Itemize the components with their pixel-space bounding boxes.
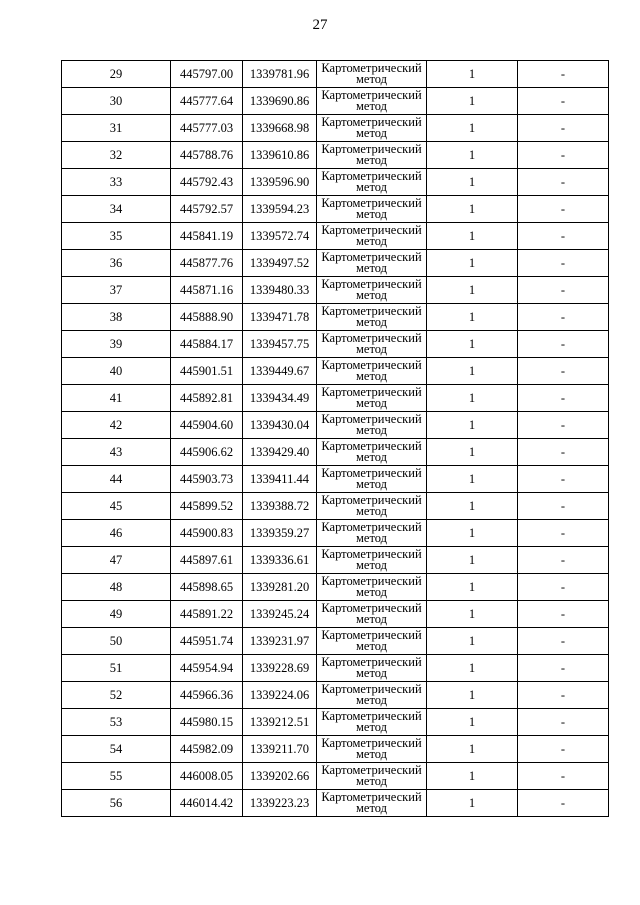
method-line-2: метод — [355, 180, 387, 194]
method-line-2: метод — [355, 315, 387, 329]
accuracy-cell: 1 — [427, 61, 518, 88]
x-coordinate-cell: 445792.57 — [171, 196, 243, 223]
point-number-cell: 44 — [62, 466, 171, 493]
method-line-2: метод — [355, 666, 387, 680]
note-cell: - — [518, 520, 609, 547]
method-line-2: метод — [355, 612, 387, 626]
method-cell — [317, 466, 427, 493]
method-cell — [317, 142, 427, 169]
accuracy-cell: 1 — [427, 196, 518, 223]
y-coordinate-cell: 1339610.86 — [243, 142, 317, 169]
note-cell: - — [518, 682, 609, 709]
method-line-1: Картометрический — [321, 412, 422, 426]
y-coordinate-cell: 1339211.70 — [243, 736, 317, 763]
method-line-2: метод — [355, 72, 387, 86]
point-number-cell: 55 — [62, 763, 171, 790]
method-cell — [317, 655, 427, 682]
point-number-cell: 41 — [62, 385, 171, 412]
y-coordinate-cell: 1339594.23 — [243, 196, 317, 223]
method-line-1: Картометрический — [321, 574, 422, 588]
method-cell — [317, 736, 427, 763]
table-row — [62, 223, 609, 250]
x-coordinate-cell: 445954.94 — [171, 655, 243, 682]
method-cell — [317, 223, 427, 250]
method-cell — [317, 601, 427, 628]
table-row — [62, 169, 609, 196]
x-coordinate-cell: 445871.16 — [171, 277, 243, 304]
x-coordinate-cell: 445901.51 — [171, 358, 243, 385]
method-line-1: Картометрический — [321, 358, 422, 372]
method-line-1: Картометрический — [321, 628, 422, 642]
accuracy-cell: 1 — [427, 169, 518, 196]
method-line-1: Картометрический — [321, 547, 422, 561]
method-line-1: Картометрический — [321, 736, 422, 750]
table-row — [62, 736, 609, 763]
x-coordinate-cell: 445903.73 — [171, 466, 243, 493]
accuracy-cell: 1 — [427, 574, 518, 601]
table-row — [62, 142, 609, 169]
method-line-1: Картометрический — [321, 682, 422, 696]
method-line-2: метод — [355, 234, 387, 248]
y-coordinate-cell: 1339480.33 — [243, 277, 317, 304]
note-cell: - — [518, 169, 609, 196]
x-coordinate-cell: 445891.22 — [171, 601, 243, 628]
point-number-cell: 35 — [62, 223, 171, 250]
x-coordinate-cell: 445788.76 — [171, 142, 243, 169]
method-line-1: Картометрический — [321, 223, 422, 237]
method-cell — [317, 196, 427, 223]
table-row — [62, 466, 609, 493]
method-cell — [317, 304, 427, 331]
table-row — [62, 520, 609, 547]
x-coordinate-cell: 446014.42 — [171, 790, 243, 817]
y-coordinate-cell: 1339429.40 — [243, 439, 317, 466]
method-line-1: Картометрический — [321, 61, 422, 75]
method-line-1: Картометрический — [321, 466, 422, 480]
accuracy-cell: 1 — [427, 277, 518, 304]
accuracy-cell: 1 — [427, 358, 518, 385]
method-cell — [317, 358, 427, 385]
y-coordinate-cell: 1339228.69 — [243, 655, 317, 682]
method-cell — [317, 385, 427, 412]
method-line-2: метод — [355, 693, 387, 707]
method-line-2: метод — [355, 747, 387, 761]
method-line-2: метод — [355, 558, 387, 572]
table-row — [62, 358, 609, 385]
accuracy-cell: 1 — [427, 736, 518, 763]
point-number-cell: 31 — [62, 115, 171, 142]
method-cell — [317, 250, 427, 277]
accuracy-cell: 1 — [427, 304, 518, 331]
accuracy-cell: 1 — [427, 547, 518, 574]
table-row — [62, 709, 609, 736]
method-line-2: метод — [355, 126, 387, 140]
y-coordinate-cell: 1339497.52 — [243, 250, 317, 277]
point-number-cell: 43 — [62, 439, 171, 466]
note-cell: - — [518, 547, 609, 574]
x-coordinate-cell: 445888.90 — [171, 304, 243, 331]
method-line-1: Картометрический — [321, 790, 422, 804]
point-number-cell: 30 — [62, 88, 171, 115]
x-coordinate-cell: 445966.36 — [171, 682, 243, 709]
point-number-cell: 36 — [62, 250, 171, 277]
note-cell: - — [518, 250, 609, 277]
y-coordinate-cell: 1339245.24 — [243, 601, 317, 628]
method-line-1: Картометрический — [321, 169, 422, 183]
note-cell: - — [518, 331, 609, 358]
x-coordinate-cell: 445841.19 — [171, 223, 243, 250]
table-row — [62, 196, 609, 223]
method-line-2: метод — [355, 720, 387, 734]
table-row — [62, 628, 609, 655]
method-line-2: метод — [355, 288, 387, 302]
method-line-2: метод — [355, 207, 387, 221]
x-coordinate-cell: 445777.64 — [171, 88, 243, 115]
method-cell — [317, 520, 427, 547]
table-row — [62, 601, 609, 628]
accuracy-cell: 1 — [427, 115, 518, 142]
point-number-cell: 50 — [62, 628, 171, 655]
note-cell: - — [518, 709, 609, 736]
method-cell — [317, 628, 427, 655]
point-number-cell: 49 — [62, 601, 171, 628]
point-number-cell: 45 — [62, 493, 171, 520]
method-line-2: метод — [355, 369, 387, 383]
y-coordinate-cell: 1339281.20 — [243, 574, 317, 601]
table-row — [62, 88, 609, 115]
note-cell: - — [518, 601, 609, 628]
accuracy-cell: 1 — [427, 439, 518, 466]
y-coordinate-cell: 1339434.49 — [243, 385, 317, 412]
note-cell: - — [518, 655, 609, 682]
method-line-1: Картометрический — [321, 709, 422, 723]
y-coordinate-cell: 1339781.96 — [243, 61, 317, 88]
x-coordinate-cell: 445904.60 — [171, 412, 243, 439]
y-coordinate-cell: 1339411.44 — [243, 466, 317, 493]
y-coordinate-cell: 1339224.06 — [243, 682, 317, 709]
table-row — [62, 547, 609, 574]
method-line-1: Картометрический — [321, 115, 422, 129]
y-coordinate-cell: 1339336.61 — [243, 547, 317, 574]
method-cell — [317, 790, 427, 817]
point-number-cell: 46 — [62, 520, 171, 547]
method-line-2: метод — [355, 504, 387, 518]
method-cell — [317, 88, 427, 115]
y-coordinate-cell: 1339388.72 — [243, 493, 317, 520]
accuracy-cell: 1 — [427, 520, 518, 547]
x-coordinate-cell: 445777.03 — [171, 115, 243, 142]
method-cell — [317, 574, 427, 601]
table-row — [62, 412, 609, 439]
point-number-cell: 37 — [62, 277, 171, 304]
y-coordinate-cell: 1339572.74 — [243, 223, 317, 250]
method-line-1: Картометрический — [321, 439, 422, 453]
accuracy-cell: 1 — [427, 331, 518, 358]
y-coordinate-cell: 1339690.86 — [243, 88, 317, 115]
note-cell: - — [518, 628, 609, 655]
x-coordinate-cell: 445792.43 — [171, 169, 243, 196]
method-cell — [317, 331, 427, 358]
note-cell: - — [518, 277, 609, 304]
method-cell — [317, 439, 427, 466]
accuracy-cell: 1 — [427, 628, 518, 655]
accuracy-cell: 1 — [427, 223, 518, 250]
x-coordinate-cell: 445892.81 — [171, 385, 243, 412]
y-coordinate-cell: 1339668.98 — [243, 115, 317, 142]
point-number-cell: 56 — [62, 790, 171, 817]
accuracy-cell: 1 — [427, 88, 518, 115]
method-line-2: метод — [355, 531, 387, 545]
note-cell: - — [518, 88, 609, 115]
coordinates-table — [61, 60, 609, 817]
point-number-cell: 48 — [62, 574, 171, 601]
x-coordinate-cell: 446008.05 — [171, 763, 243, 790]
table-row — [62, 682, 609, 709]
note-cell: - — [518, 790, 609, 817]
method-line-1: Картометрический — [321, 88, 422, 102]
y-coordinate-cell: 1339449.67 — [243, 358, 317, 385]
accuracy-cell: 1 — [427, 790, 518, 817]
table-row — [62, 574, 609, 601]
y-coordinate-cell: 1339231.97 — [243, 628, 317, 655]
method-line-1: Картометрический — [321, 277, 422, 291]
method-cell — [317, 547, 427, 574]
note-cell: - — [518, 115, 609, 142]
point-number-cell: 53 — [62, 709, 171, 736]
method-cell — [317, 61, 427, 88]
point-number-cell: 52 — [62, 682, 171, 709]
table-row — [62, 277, 609, 304]
point-number-cell: 47 — [62, 547, 171, 574]
x-coordinate-cell: 445982.09 — [171, 736, 243, 763]
method-line-2: метод — [355, 342, 387, 356]
table-row — [62, 493, 609, 520]
x-coordinate-cell: 445951.74 — [171, 628, 243, 655]
accuracy-cell: 1 — [427, 493, 518, 520]
note-cell: - — [518, 466, 609, 493]
y-coordinate-cell: 1339202.66 — [243, 763, 317, 790]
method-cell — [317, 763, 427, 790]
x-coordinate-cell: 445900.83 — [171, 520, 243, 547]
method-line-2: метод — [355, 801, 387, 815]
point-number-cell: 42 — [62, 412, 171, 439]
method-line-2: метод — [355, 396, 387, 410]
x-coordinate-cell: 445897.61 — [171, 547, 243, 574]
method-line-1: Картометрический — [321, 601, 422, 615]
point-number-cell: 34 — [62, 196, 171, 223]
method-line-1: Картометрический — [321, 331, 422, 345]
accuracy-cell: 1 — [427, 250, 518, 277]
table-row — [62, 115, 609, 142]
x-coordinate-cell: 445877.76 — [171, 250, 243, 277]
y-coordinate-cell: 1339471.78 — [243, 304, 317, 331]
method-line-2: метод — [355, 774, 387, 788]
note-cell: - — [518, 304, 609, 331]
y-coordinate-cell: 1339596.90 — [243, 169, 317, 196]
method-line-1: Картометрический — [321, 655, 422, 669]
note-cell: - — [518, 61, 609, 88]
method-line-1: Картометрический — [321, 196, 422, 210]
y-coordinate-cell: 1339212.51 — [243, 709, 317, 736]
coordinates-table-body — [62, 61, 609, 817]
table-row — [62, 790, 609, 817]
method-cell — [317, 493, 427, 520]
page-number: 27 — [312, 17, 328, 33]
accuracy-cell: 1 — [427, 142, 518, 169]
method-cell — [317, 412, 427, 439]
point-number-cell: 40 — [62, 358, 171, 385]
y-coordinate-cell: 1339457.75 — [243, 331, 317, 358]
method-cell — [317, 169, 427, 196]
method-line-1: Картометрический — [321, 304, 422, 318]
x-coordinate-cell: 445884.17 — [171, 331, 243, 358]
note-cell: - — [518, 736, 609, 763]
method-line-2: метод — [355, 585, 387, 599]
x-coordinate-cell: 445906.62 — [171, 439, 243, 466]
note-cell: - — [518, 196, 609, 223]
method-line-2: метод — [355, 261, 387, 275]
method-line-2: метод — [355, 423, 387, 437]
method-cell — [317, 682, 427, 709]
method-line-2: метод — [355, 477, 387, 491]
note-cell: - — [518, 574, 609, 601]
table-row — [62, 385, 609, 412]
method-line-2: метод — [355, 99, 387, 113]
accuracy-cell: 1 — [427, 466, 518, 493]
point-number-cell: 51 — [62, 655, 171, 682]
accuracy-cell: 1 — [427, 601, 518, 628]
accuracy-cell: 1 — [427, 655, 518, 682]
y-coordinate-cell: 1339430.04 — [243, 412, 317, 439]
point-number-cell: 38 — [62, 304, 171, 331]
point-number-cell: 39 — [62, 331, 171, 358]
note-cell: - — [518, 763, 609, 790]
table-row — [62, 250, 609, 277]
note-cell: - — [518, 385, 609, 412]
note-cell: - — [518, 493, 609, 520]
x-coordinate-cell: 445797.00 — [171, 61, 243, 88]
method-cell — [317, 709, 427, 736]
table-row — [62, 61, 609, 88]
point-number-cell: 33 — [62, 169, 171, 196]
accuracy-cell: 1 — [427, 682, 518, 709]
point-number-cell: 29 — [62, 61, 171, 88]
accuracy-cell: 1 — [427, 412, 518, 439]
table-row — [62, 763, 609, 790]
y-coordinate-cell: 1339359.27 — [243, 520, 317, 547]
method-line-1: Картометрический — [321, 250, 422, 264]
point-number-cell: 54 — [62, 736, 171, 763]
x-coordinate-cell: 445898.65 — [171, 574, 243, 601]
accuracy-cell: 1 — [427, 763, 518, 790]
method-line-2: метод — [355, 639, 387, 653]
method-line-1: Картометрический — [321, 520, 422, 534]
table-row — [62, 304, 609, 331]
x-coordinate-cell: 445899.52 — [171, 493, 243, 520]
accuracy-cell: 1 — [427, 385, 518, 412]
note-cell: - — [518, 142, 609, 169]
method-cell — [317, 277, 427, 304]
method-line-2: метод — [355, 450, 387, 464]
method-line-1: Картометрический — [321, 763, 422, 777]
method-line-1: Картометрический — [321, 385, 422, 399]
note-cell: - — [518, 223, 609, 250]
note-cell: - — [518, 412, 609, 439]
table-row — [62, 439, 609, 466]
method-line-1: Картометрический — [321, 493, 422, 507]
note-cell: - — [518, 439, 609, 466]
note-cell: - — [518, 358, 609, 385]
accuracy-cell: 1 — [427, 709, 518, 736]
method-line-2: метод — [355, 153, 387, 167]
point-number-cell: 32 — [62, 142, 171, 169]
x-coordinate-cell: 445980.15 — [171, 709, 243, 736]
method-line-1: Картометрический — [321, 142, 422, 156]
table-row — [62, 331, 609, 358]
y-coordinate-cell: 1339223.23 — [243, 790, 317, 817]
method-cell — [317, 115, 427, 142]
table-row — [62, 655, 609, 682]
